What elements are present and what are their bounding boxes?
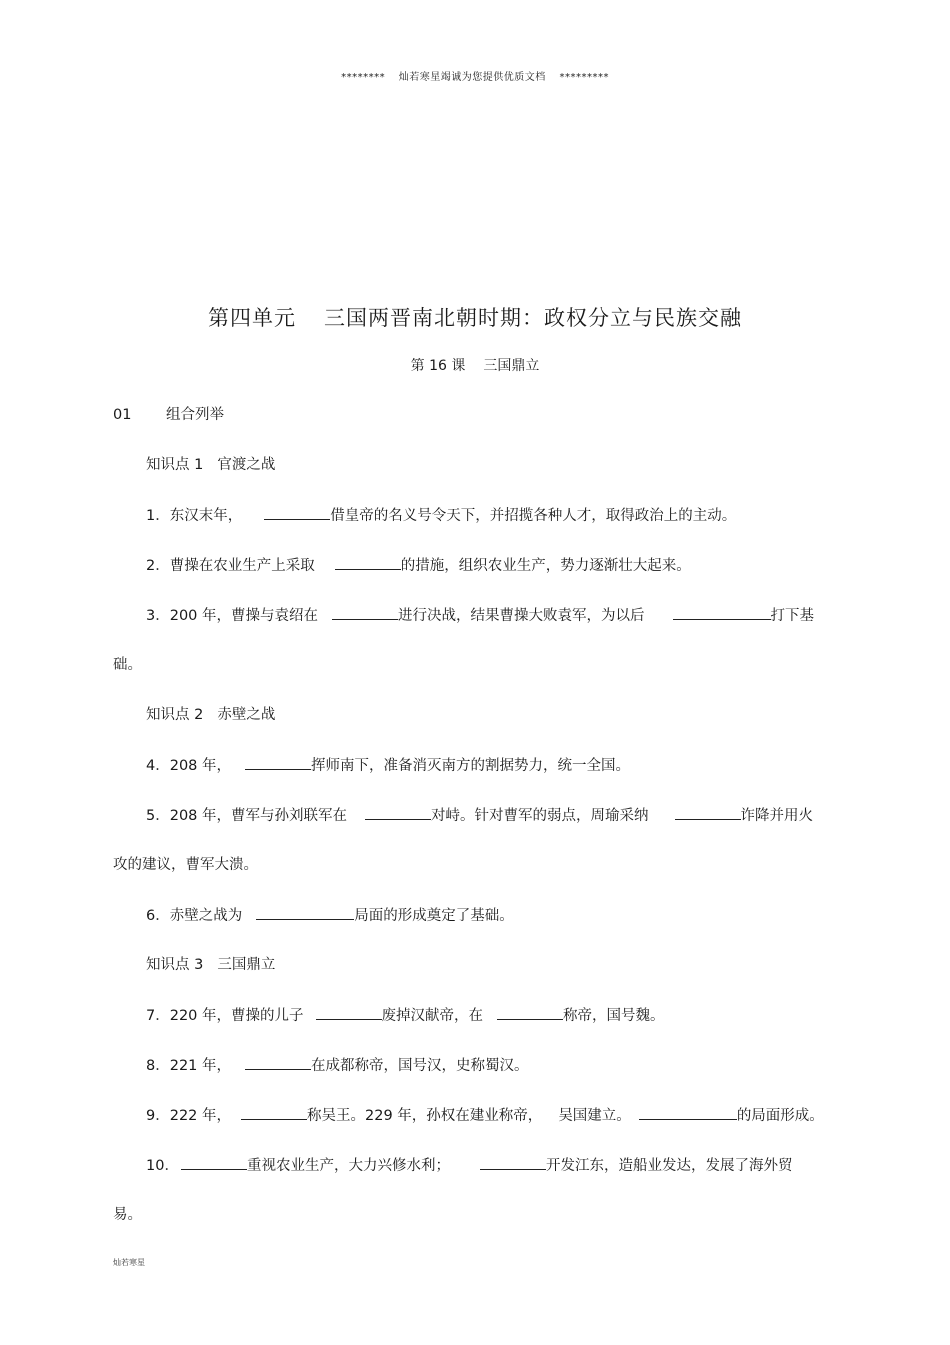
q3-blank-1[interactable]: [332, 605, 398, 620]
unit-label: 第四单元: [208, 306, 296, 330]
question-10: [146, 1155, 792, 1176]
q4-suffix: 挥师南下，准备消灭南方的割据势力，统一全国。: [311, 758, 631, 774]
question-1: [146, 505, 736, 526]
q7-middle: 废掉汉献帝，在: [381, 1008, 484, 1024]
q1-blank[interactable]: [264, 505, 330, 520]
question-8: [146, 1055, 529, 1076]
question-3: [146, 605, 814, 626]
q6-prefix: 6．赤壁之战为: [146, 908, 243, 924]
question-3-continuation: 础。: [113, 657, 142, 673]
q4-blank[interactable]: [245, 755, 311, 770]
q3-suffix: 打下基: [770, 608, 815, 624]
kp1-title: 官渡之战: [217, 457, 276, 473]
q2-suffix: 的措施，组织农业生产，势力逐渐壮大起来。: [400, 558, 691, 574]
q3-prefix: 3．200 年，曹操与袁绍在: [146, 608, 319, 624]
page-footer: 灿若寒星: [113, 1258, 145, 1267]
kp2-title: 赤壁之战: [217, 707, 276, 723]
q5-blank-2[interactable]: [675, 805, 741, 820]
header-stars-left: ********: [341, 72, 386, 83]
q1-suffix: 借皇帝的名义号令天下，并招揽各种人才，取得政治上的主动。: [330, 508, 737, 524]
q8-suffix: 在成都称帝，国号汉，史称蜀汉。: [311, 1058, 529, 1074]
question-10-continuation: 易。: [113, 1207, 142, 1223]
q4-prefix: 4．208 年，: [146, 758, 232, 774]
q8-prefix: 8．221 年，: [146, 1058, 232, 1074]
q9-middle: 称吴王。229 年，孙权在建业称帝，: [307, 1108, 543, 1124]
question-5-continuation: 攻的建议，曹军大溃。: [113, 857, 258, 873]
knowledge-point-1: [146, 455, 275, 475]
q9-suffix: 的局面形成。: [736, 1108, 824, 1124]
q2-blank[interactable]: [335, 555, 401, 570]
lesson-title: [0, 355, 950, 375]
q7-suffix: 称帝，国号魏。: [563, 1008, 665, 1024]
kp1-label: 知识点 1: [146, 457, 204, 473]
q10-blank-1[interactable]: [181, 1155, 247, 1170]
page-header: [0, 68, 950, 83]
q5-blank-1[interactable]: [365, 805, 431, 820]
knowledge-point-3: [146, 955, 275, 975]
knowledge-point-2: [146, 705, 275, 725]
q5-prefix: 5．208 年，曹军与孙刘联军在: [146, 808, 348, 824]
q3-middle: 进行决战，结果曹操大败袁军，为以后: [398, 608, 645, 624]
kp3-title: 三国鼎立: [217, 957, 276, 973]
header-stars-right: *********: [559, 72, 609, 83]
unit-title-text: 三国两晋南北朝时期：政权分立与民族交融: [324, 306, 742, 330]
lesson-label: 第 16 课: [410, 358, 466, 374]
question-6: [146, 905, 514, 926]
question-5: [146, 805, 813, 826]
kp3-label: 知识点 3: [146, 957, 204, 973]
q3-blank-2[interactable]: [673, 605, 771, 620]
q10-prefix: 10．: [146, 1158, 179, 1174]
q6-blank[interactable]: [256, 905, 354, 920]
q7-blank-1[interactable]: [316, 1005, 382, 1020]
q9-blank-2[interactable]: [639, 1105, 737, 1120]
q10-middle: 重视农业生产，大力兴修水利；: [246, 1158, 450, 1174]
header-text: 灿若寒星竭诚为您提供优质文档: [398, 72, 546, 83]
q8-blank[interactable]: [245, 1055, 311, 1070]
section-label: 组合列举: [166, 407, 224, 423]
question-2: [146, 555, 691, 576]
q7-prefix: 7．220 年，曹操的儿子: [146, 1008, 304, 1024]
question-4: [146, 755, 630, 776]
q10-suffix: 开发江东，造船业发达，发展了海外贸: [545, 1158, 793, 1174]
q6-suffix: 局面的形成奠定了基础。: [354, 908, 514, 924]
q5-suffix: 诈降并用火: [740, 808, 814, 824]
q7-blank-2[interactable]: [497, 1005, 563, 1020]
q9-prefix: 9．222 年，: [146, 1108, 232, 1124]
q9-middle2: 吴国建立。: [558, 1108, 631, 1124]
question-7: [146, 1005, 665, 1026]
q5-middle: 对峙。针对曹军的弱点，周瑜采纳: [431, 808, 649, 824]
q9-blank-1[interactable]: [241, 1105, 307, 1120]
q1-prefix: 1．东汉末年，: [146, 508, 243, 524]
kp2-label: 知识点 2: [146, 707, 204, 723]
unit-title: [0, 302, 950, 332]
q2-prefix: 2．曹操在农业生产上采取: [146, 558, 315, 574]
q10-blank-2[interactable]: [480, 1155, 546, 1170]
lesson-title-text: 三国鼎立: [483, 358, 540, 374]
question-9: [146, 1105, 824, 1126]
section-number: 01: [113, 407, 132, 423]
